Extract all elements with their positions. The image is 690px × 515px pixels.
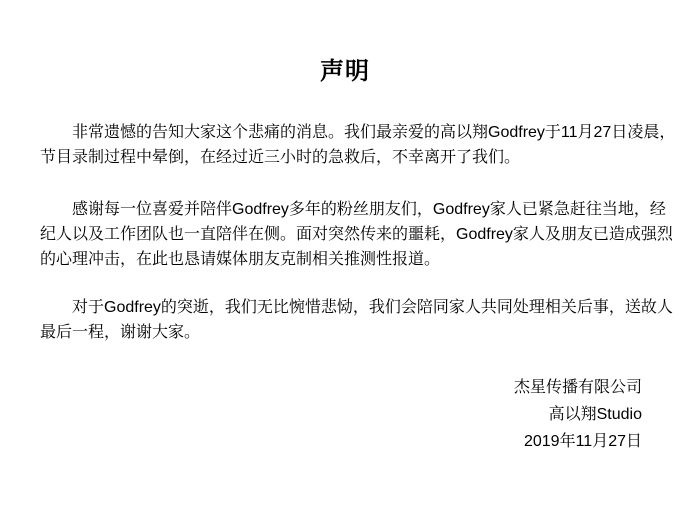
statement-document — [0, 60, 690, 455]
text-line: 节目录制过程中晕倒，在经过近三小时的急救后，不幸离开了我们。 — [40, 149, 521, 166]
paragraph-2 — [40, 197, 673, 272]
text-line: 最后一程，谢谢大家。 — [40, 324, 201, 341]
text-line: 非常遗憾的告知大家这个悲痛的消息。我们最亲爱的高以翔Godfrey于11月27日凌晨， — [72, 124, 676, 141]
signature-studio: 高以翔Studio — [548, 406, 642, 423]
paragraph-1 — [40, 120, 676, 170]
text-line: 纪人以及工作团队也一直陪伴在侧。面对突然传来的噩耗，Godfrey家人及朋友已造成强烈 — [40, 226, 673, 243]
signature-date: 2019年11月27日 — [523, 433, 642, 450]
signature-company: 杰星传播有限公司 — [513, 379, 642, 396]
text-line: 的心理冲击，在此也恳请媒体朋友克制相关推测性报道。 — [40, 251, 441, 268]
statement-title: 声明 — [320, 58, 370, 85]
text-line: 感谢每一位喜爱并陪伴Godfrey多年的粉丝朋友们，Godfrey家人已紧急赶往当地，经 — [72, 201, 666, 218]
text-line: 对于Godfrey的突逝，我们无比惋惜悲恸，我们会陪同家人共同处理相关后事，送故人 — [72, 299, 673, 316]
paragraph-3 — [40, 295, 673, 345]
signature-block — [40, 374, 650, 455]
